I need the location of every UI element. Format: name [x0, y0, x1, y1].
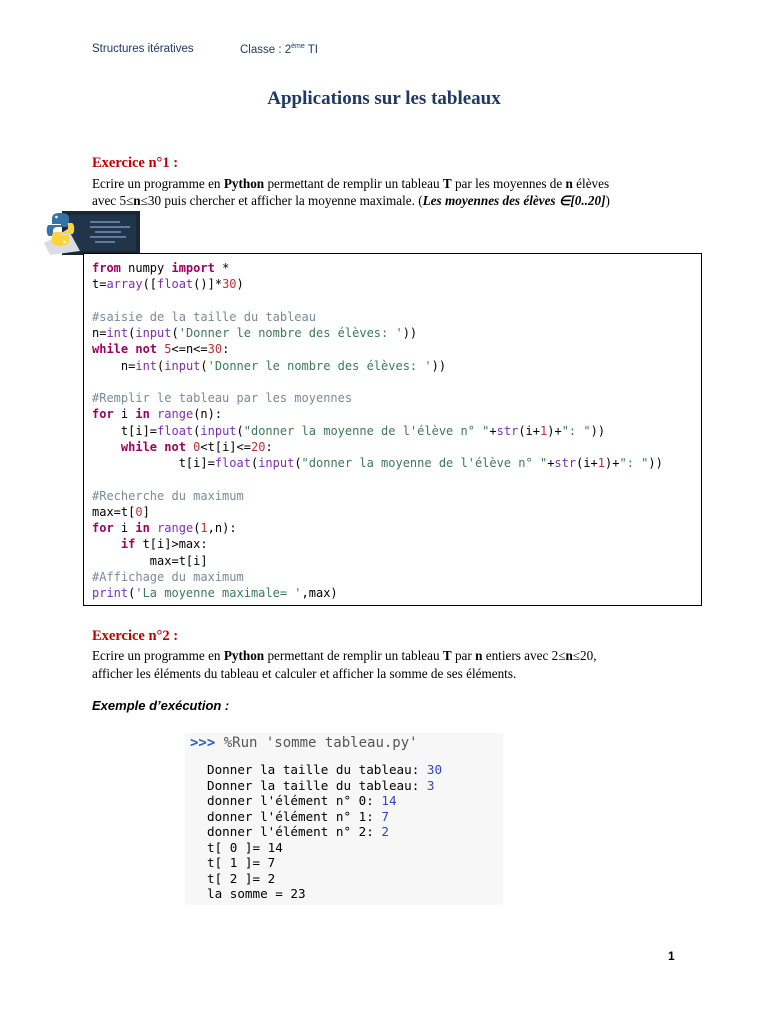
console-line-text: donner l'élément n° 1:: [207, 808, 382, 824]
console-line: [207, 886, 442, 902]
exercise-1-line-1: Ecrire un programme en Python permettant de remplir un tableau T par les moyennes de n élèves: [92, 176, 610, 191]
console-output: [185, 733, 503, 905]
code-line: from numpy import *: [92, 261, 230, 275]
console-line-text: Donner la taille du tableau:: [207, 777, 427, 793]
header-class-suffix: TI: [304, 43, 318, 56]
console-input-value: 30: [426, 762, 443, 777]
code-listing: [92, 260, 663, 601]
code-line: t=array([float()]*30): [92, 277, 244, 292]
header-chapter: Structures itératives: [92, 43, 194, 55]
code-comment: #Affichage du maximum: [92, 569, 244, 584]
console-input-value: 14: [381, 793, 397, 808]
code-block: [83, 253, 702, 606]
console-line: [207, 762, 442, 778]
code-line: max=t[0]: [92, 504, 150, 519]
code-line: for i in range(1,n):: [92, 521, 237, 535]
console-line-text: donner l'élément n° 0:: [207, 793, 382, 808]
code-comment: #Remplir le tableau par les moyennes: [92, 391, 353, 405]
exercise-2-title: Exercice n°2 :: [92, 628, 179, 644]
code-line: if t[i]>max:: [120, 537, 208, 552]
python-logo-icon: [40, 205, 140, 255]
code-line: while not 5<=n<=30:: [92, 342, 230, 357]
code-comment: #saisie de la taille du tableau: [92, 309, 316, 324]
exercise-2-line-2: afficher les éléments du tableau et calculer et afficher la somme de ses éléments.: [92, 666, 517, 681]
console-lines: [207, 762, 442, 902]
console-input-value: 2: [381, 824, 389, 839]
code-line: n=int(input('Donner le nombre des élèves: ')): [92, 358, 447, 373]
console-line-text: Donner la taille du tableau:: [207, 762, 427, 777]
page-number: 1: [668, 949, 675, 963]
code-line: n=int(input('Donner le nombre des élèves: ')): [92, 326, 418, 340]
code-line: while not 0<t[i]<=20:: [120, 439, 273, 454]
code-line: t[i]=float(input("donner la moyenne de l'élève n° "+str(i+1)+": ")): [92, 423, 606, 438]
code-line: max=t[i]: [92, 553, 208, 568]
console-run-line: [190, 735, 418, 751]
console-line: [207, 809, 442, 825]
console-line: [207, 855, 442, 871]
console-line: [207, 840, 442, 856]
code-line: t[i]=float(input("donner la moyenne de l'élève n° "+str(i+1)+": ")): [92, 456, 663, 470]
header-class-sup: ème: [291, 43, 305, 50]
console-line-text: t[ 0 ]= 14: [207, 839, 283, 855]
console-line-text: la somme = 23: [207, 886, 306, 901]
console-input-value: 7: [381, 808, 389, 824]
console-line-text: t[ 1 ]= 7: [207, 855, 276, 870]
code-line: for i in range(n):: [92, 407, 223, 422]
console-line: [207, 824, 442, 840]
console-line: [207, 793, 442, 809]
page-title: Applications sur les tableaux: [267, 88, 501, 109]
code-comment: #Recherche du maximum: [92, 488, 244, 503]
header-class-label: Classe : 2: [240, 43, 292, 56]
exercise-1-line-2: avec 5≤n≤30 puis chercher et afficher la moyenne maximale. (Les moyennes des élèves ∈[0..20]): [92, 193, 610, 208]
example-label: Exemple d’exécution :: [92, 698, 230, 713]
console-prompt: >>>: [190, 735, 216, 751]
console-line-text: t[ 2 ]= 2: [207, 870, 276, 886]
code-line: print('La moyenne maximale= ',max): [92, 586, 338, 600]
header-class: [240, 43, 318, 56]
exercise-2-line-1: Ecrire un programme en Python permettant de remplir un tableau T par n entiers avec 2≤n≤20,: [92, 648, 597, 663]
console-line-text: donner l'élément n° 2:: [207, 824, 382, 839]
console-run-command: %Run 'somme tableau.py': [215, 735, 418, 751]
console-input-value: 3: [426, 777, 435, 793]
exercise-1-title: Exercice n°1 :: [92, 155, 179, 171]
console-line: [207, 778, 442, 794]
console-line: [207, 871, 442, 887]
